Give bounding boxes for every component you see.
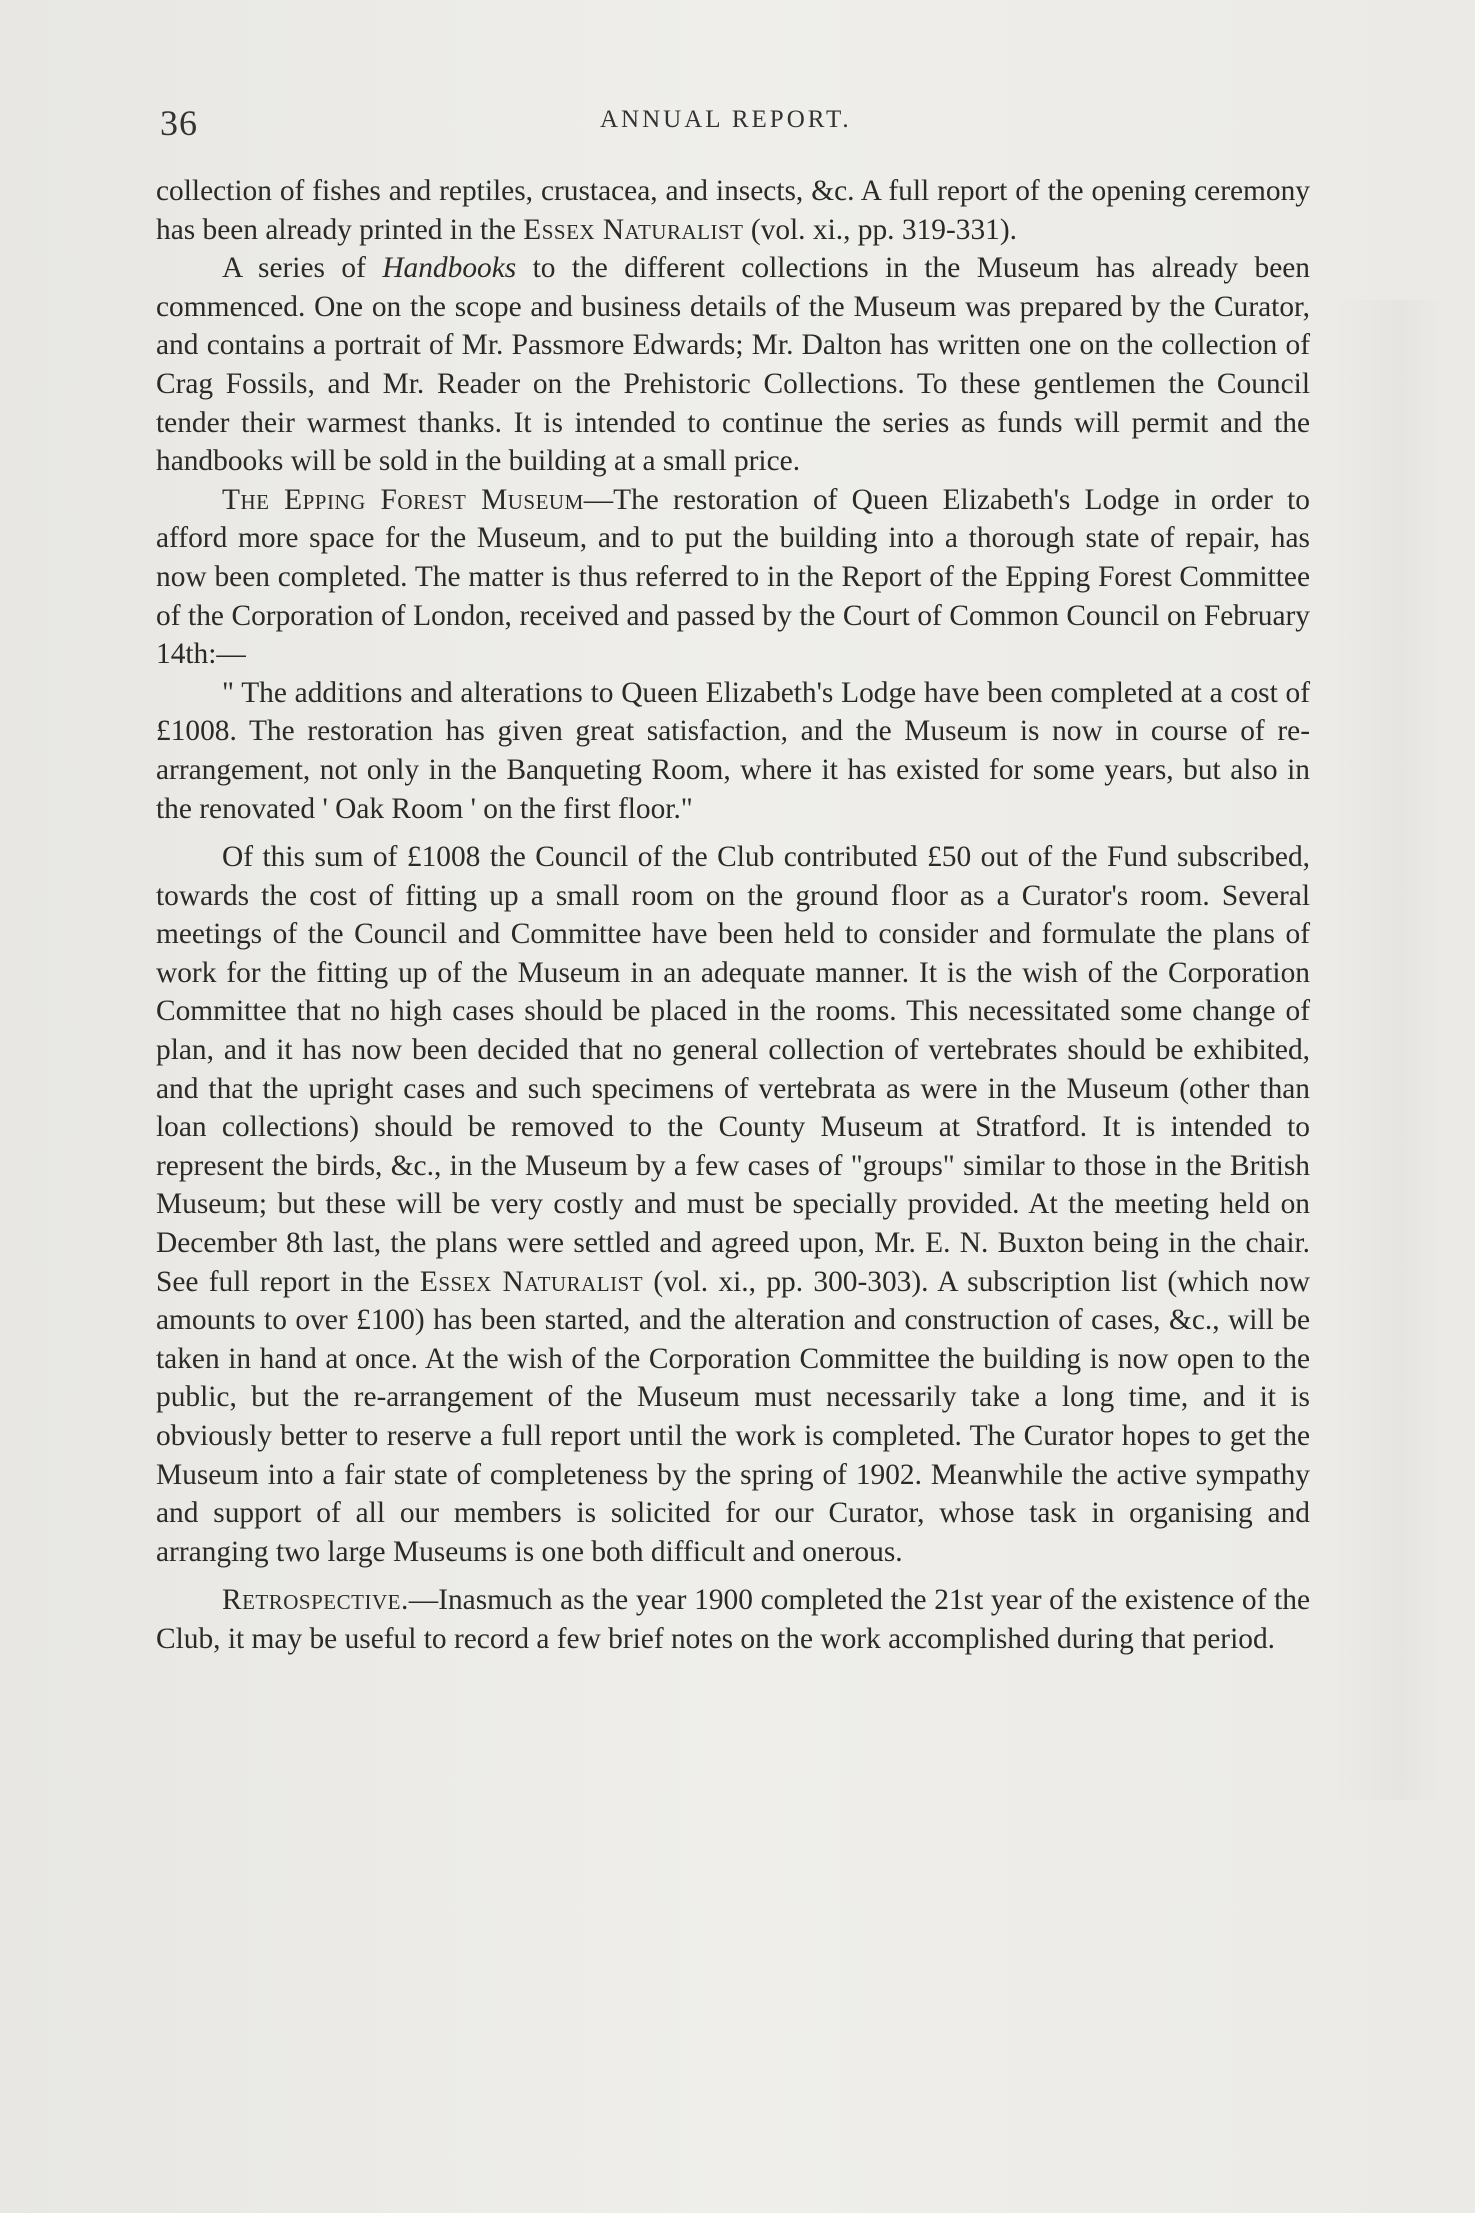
- show-through-shadow: [1335, 300, 1445, 1800]
- section-heading-epping: The Epping Forest Museum: [222, 483, 584, 516]
- page-header: [160, 102, 1310, 152]
- page-number: 36: [160, 103, 198, 143]
- paragraph-3: The Epping Forest Museum—The restoration of Queen Elizabeth's Lodge in order to afford more space for the Museum, and to put the building into a thorough state of repair, has now been completed. The matter is thus referred to in the Report of the Epping Forest Committee of the Corporation of London, received and passed by the Court of Common Council on February 14th:—: [156, 483, 1311, 671]
- publication-title: Essex Naturalist: [419, 1265, 644, 1298]
- paragraph-1: collection of fishes and reptiles, crustacea, and insects, &c. A full report of the opening ceremony has been already printed in the Essex Naturalist (vol. xi., pp. 319-331).: [156, 175, 1310, 246]
- paragraph-6: Retrospective.—Inasmuch as the year 1900 completed the 21st year of the existence of the Club, it may be useful to record a few brief notes on the work accomplished during that period.: [156, 1584, 1310, 1655]
- paragraph-2: A series of Handbooks to the different collections in the Museum has already been commenced. One on the scope and business details of the Museum was prepared by the Curator, and contains a portrait of Mr. Passmore Edwards; Mr. Dalton has written one on the collection of Crag Fossils, and Mr. Reader on the Prehistoric Collections. To these gentlemen the Council tender their warmest thanks. It is intended to continue the series as funds will permit and the handbooks will be sold in the building at a small price.: [156, 252, 1310, 478]
- section-heading-retrospective: Retrospective.: [222, 1584, 409, 1617]
- publication-title: Essex Naturalist: [523, 213, 744, 246]
- body-text: [156, 172, 1310, 1659]
- paragraph-4-quote: " The additions and alterations to Queen Elizabeth's Lodge have been completed at a cost of £1008. The restoration has given great satisfaction, and the Museum is now in course of re-arrangement, not only in the Banqueting Room, where it has existed for some years, but also in the renovated ' Oak Room ' on the first floor.": [156, 676, 1310, 825]
- running-head: ANNUAL REPORT.: [600, 106, 852, 133]
- handbooks-italic: Handbooks: [382, 252, 517, 285]
- paragraph-5: Of this sum of £1008 the Council of the Club contributed £50 out of the Fund subscribed, towards the cost of fitting up a small room on the ground floor as a Curator's room. Several meetings of the Council and Committee have been held to consider and formulate the plans of work for the fitting up of the Museum in an adequate manner. It is the wish of the Corporation Committee that no high cases should be placed in the rooms. This necessitated some change of plan, and it has now been decided that no general collection of vertebrates should be exhibited, and that the upright cases and such specimens of vertebrata as were in the Museum (other than loan collections) should be removed to the County Museum at Stratford. It is intended to represent the birds, &c., in the Museum by a few cases of "groups" similar to those in the British Museum; but these will be very costly and must be specially provided. At the meeting held on December 8th last, the plans were settled and agreed upon, Mr. E. N. Buxton being in the chair. See full report in the Essex Naturalist (vol. xi., pp. 300-303). A subscription list (which now amounts to over £100) has been started, and the alteration and construction of cases, &c., will be taken in hand at once. At the wish of the Corporation Committee the building is now open to the public, but the re-arrangement of the Museum must necessarily take a long time, and it is obviously better to reserve a full report until the work is completed. The Curator hopes to get the Museum into a fair state of completeness by the spring of 1902. Meanwhile the active sympathy and support of all our members is solicited for our Curator, whose task in organising and arranging two large Museums is one both difficult and onerous.: [156, 841, 1310, 1568]
